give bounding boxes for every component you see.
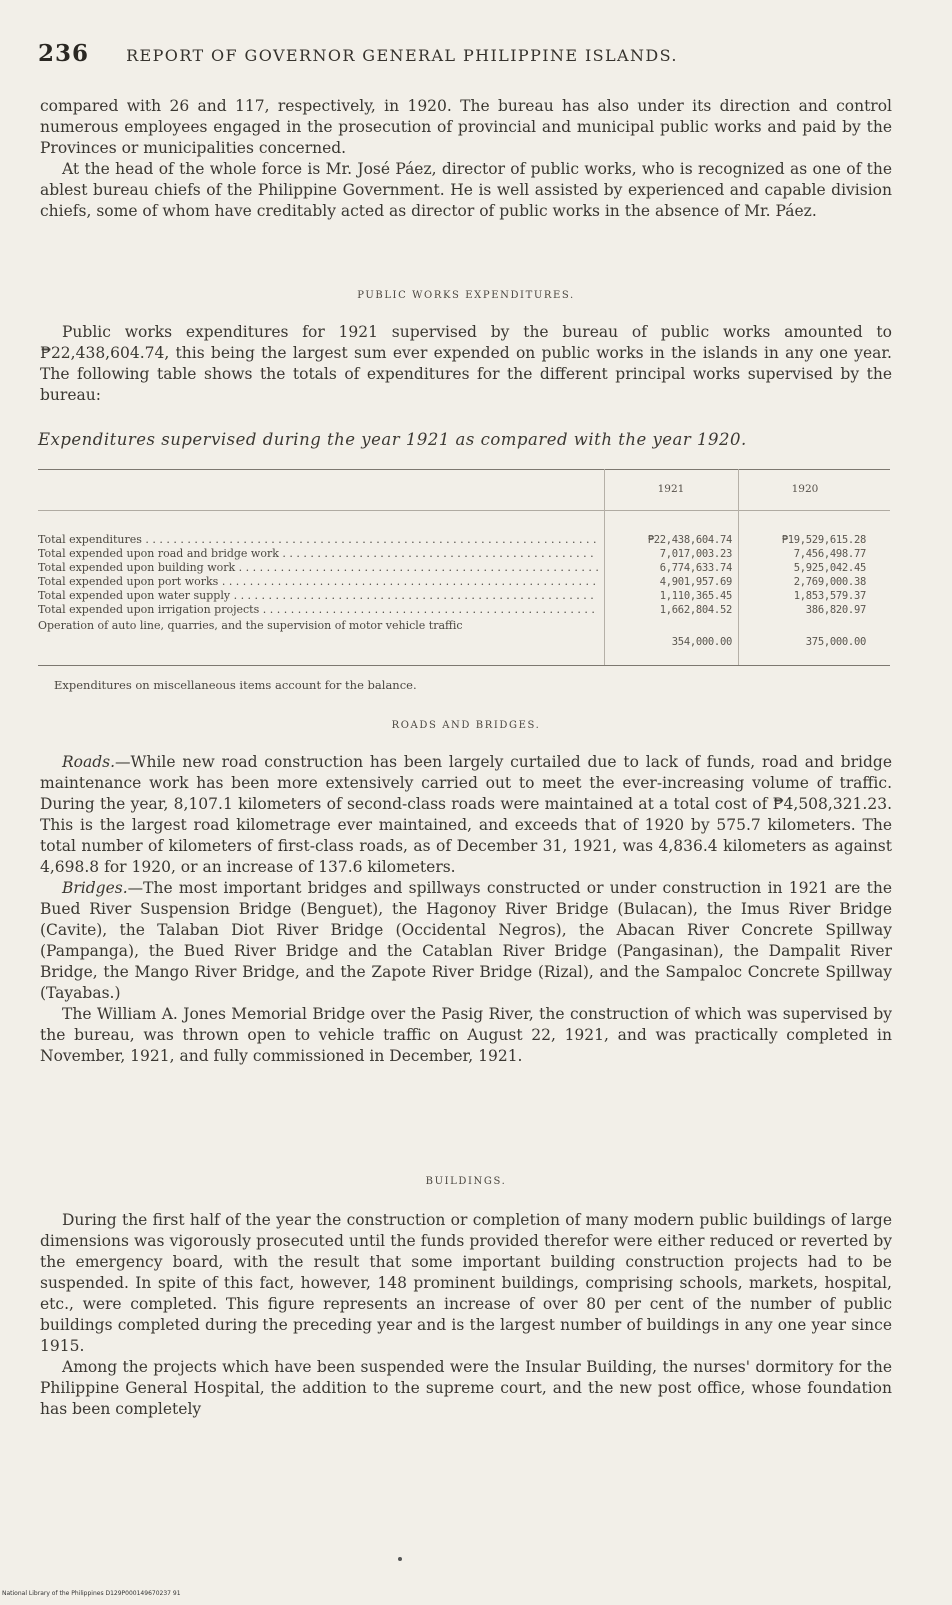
value-1920: ₱19,529,615.28 (781, 534, 866, 546)
roads-bridges-heading: ROADS AND BRIDGES. (391, 720, 541, 731)
value-1920: 1,853,579.37 (793, 590, 866, 602)
public-works-paragraph: Public works expenditures for 1921 supervised by the bureau of public works amounted to ₱22,438,604.74, this being the largest sum ever expended on public works in the islands in any one year. The following table shows the totals of expenditures for the different principal works supervised by the bureau: (40, 323, 892, 404)
roads-lead: Roads. (62, 753, 116, 771)
intro-paragraph-1: compared with 26 and 117, respectively, in 1920. The bureau has also under its direction and control numerous employees engaged in the prosecution of provincial and municipal public works and paid by the Provinces or municipalities concerned. (40, 97, 892, 157)
value-1921: ₱22,438,604.74 (647, 534, 732, 546)
table-row (38, 619, 890, 649)
intro-paragraph-2: At the head of the whole force is Mr. José Páez, director of public works, who is recognized as one of the ablest bureau chiefs of the Philippine Government. He is well assisted by experienced and capable division chiefs, some of whom have creditably acted as director of public works in the absence of Mr. Páez. (40, 160, 892, 220)
column-header-1921: 1921 (657, 483, 685, 495)
buildings-paragraph-2: Among the projects which have been suspended were the Insular Building, the nurses' dormitory for the Philippine General Hospital, the addition to the supreme court, and the new post office, whose foundation has been completely (40, 1358, 892, 1418)
table-header-rule (38, 510, 890, 511)
column-header-1920: 1920 (791, 483, 819, 495)
value-1920: 375,000.00 (805, 636, 866, 648)
row-label: Total expended upon irrigation projects . . . (38, 603, 598, 617)
scan-speck (398, 1557, 402, 1561)
expenditures-table (38, 469, 890, 669)
scan-footer: National Library of the Philippines D129P000149670237 91 (2, 1590, 181, 1597)
value-1920: 2,769,000.38 (793, 576, 866, 588)
buildings-paragraph-1: During the first half of the year the construction or completion of many modern public buildings of large dimensions was vigorously prosecuted until the funds provided therefor were either reduced or reverted by the emergency board, with the result that some important building construction projects had to be suspended. In spite of this fact, however, 148 prominent buildings, comprising schools, markets, hospital, etc., were completed. This figure represents an increase of over 80 per cent of the number of public buildings completed during the preceding year and is the largest number of buildings in any one year since 1915. (40, 1211, 892, 1355)
bridges-paragraph (40, 878, 892, 1004)
table-row (38, 561, 890, 575)
row-label: Total expended upon road and bridge work . . . (38, 547, 598, 561)
running-title: REPORT OF GOVERNOR GENERAL PHILIPPINE ISLANDS. (126, 46, 678, 65)
table-caption: Expenditures supervised during the year 1921 as compared with the year 1920. (38, 430, 747, 449)
page-number: 236 (38, 40, 90, 67)
table-row (38, 575, 890, 589)
value-1921: 7,017,003.23 (659, 548, 732, 560)
intro-section (40, 96, 892, 222)
buildings-heading: BUILDINGS. (425, 1176, 507, 1187)
page-header (38, 40, 898, 67)
table-row (38, 533, 890, 547)
value-1921: 354,000.00 (671, 636, 732, 648)
row-label: Total expended upon port works . . . (38, 575, 598, 589)
table-bottom-rule (38, 665, 890, 666)
table-row (38, 589, 890, 603)
value-1920: 386,820.97 (805, 604, 866, 616)
value-1921: 1,662,804.52 (659, 604, 732, 616)
jones-bridge-paragraph: The William A. Jones Memorial Bridge over the Pasig River, the construction of which was supervised by the bureau, was thrown open to vehicle traffic on August 22, 1921, and was practically completed in November, 1921, and fully commissioned in December, 1921. (40, 1005, 892, 1065)
value-1920: 5,925,042.45 (793, 562, 866, 574)
roads-text: —While new road construction has been largely curtailed due to lack of funds, road and bridge maintenance work has been more extensively carried out to meet the ever-increasing volume of traffic. During the year, 8,107.1 kilometers of second-class roads were maintained at a total cost of ₱4,508,321.23. This is the largest road kilometrage ever maintained, and exceeds that of 1920 by 575.7 kilometers. The total number of kilometers of first-class roads, as of December 31, 1921, was 4,836.4 kilometers as against 4,698.8 for 1920, or an increase of 137.6 kilometers. (40, 753, 892, 876)
public-works-section (40, 322, 892, 406)
table-row (38, 603, 890, 617)
table-row (38, 547, 890, 561)
value-1921: 4,901,957.69 (659, 576, 732, 588)
row-label: Total expended upon building work . . . (38, 561, 598, 575)
roads-paragraph (40, 752, 892, 878)
bridges-text: —The most important bridges and spillways constructed or under construction in 1921 are the Bued River Suspension Bridge (Benguet), the Hagonoy River Bridge (Bulacan), the Imus River Bridge (Cavite), the Talaban Diot River Bridge (Occidental Negros), the Abacan River Concrete Spillway (Pampanga), the Bued River Bridge and the Catablan River Bridge (Pangasinan), the Dampalit River Bridge, the Mango River Bridge, and the Zapote River Bridge (Rizal), and the Sampaloc Concrete Spillway (Tayabas.) (40, 879, 892, 1002)
value-1920: 7,456,498.77 (793, 548, 866, 560)
table-footnote: Expenditures on miscellaneous items account for the balance. (54, 678, 417, 692)
public-works-heading: PUBLIC WORKS EXPENDITURES. (357, 290, 575, 301)
buildings-section (40, 1210, 892, 1420)
bridges-lead: Bridges. (62, 879, 128, 897)
row-label: Operation of auto line, quarries, and the supervision of motor vehicle traffic (38, 619, 463, 632)
row-label: Total expended upon water supply . . . (38, 589, 598, 603)
row-label: Total expenditures . . . (38, 533, 598, 547)
value-1921: 6,774,633.74 (659, 562, 732, 574)
value-1921: 1,110,365.45 (659, 590, 732, 602)
table-top-rule (38, 469, 890, 470)
roads-bridges-section (40, 752, 892, 1067)
